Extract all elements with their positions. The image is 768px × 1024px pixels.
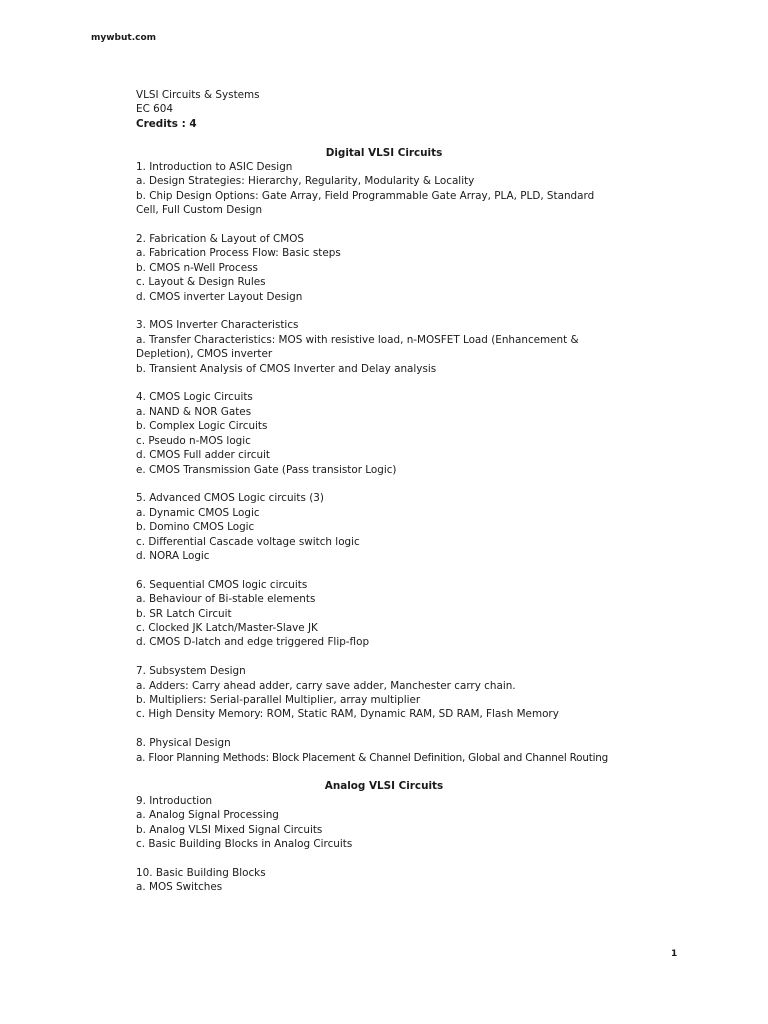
unit-item: c. Clocked JK Latch/Master-Slave JK	[136, 621, 318, 634]
unit-item: b. Chip Design Options: Gate Array, Field Programmable Gate Array, PLA, PLD, Standard Cell, Full Custom Design	[136, 189, 595, 217]
unit-item: a. Fabrication Process Flow: Basic steps	[136, 247, 341, 260]
unit-title: 5. Advanced CMOS Logic circuits (3)	[136, 492, 324, 505]
unit-item: a. Analog Signal Processing	[136, 809, 279, 822]
unit-title: 7. Subsystem Design	[136, 665, 246, 678]
section-heading-analog: Analog VLSI Circuits	[324, 780, 444, 793]
unit-item: e. CMOS Transmission Gate (Pass transistor Logic)	[136, 463, 397, 476]
unit-title: 9. Introduction	[136, 794, 213, 807]
unit-item: b. Transient Analysis of CMOS Inverter and Delay analysis	[136, 362, 437, 375]
unit-item: a. Design Strategies: Hierarchy, Regularity, Modularity & Locality	[136, 175, 475, 188]
unit-item: c. Basic Building Blocks in Analog Circuits	[136, 837, 353, 850]
unit-item: a. MOS Switches	[136, 881, 223, 894]
site-header: mywbut.com	[91, 33, 157, 43]
unit-item: c. High Density Memory: ROM, Static RAM, Dynamic RAM, SD RAM, Flash Memory	[136, 708, 559, 721]
unit-item: b. Complex Logic Circuits	[136, 420, 268, 433]
section-heading-digital: Digital VLSI Circuits	[325, 146, 443, 159]
unit-item: a. Floor Planning Methods: Block Placement & Channel Definition, Global and Channel Routing	[136, 751, 609, 764]
course-title: VLSI Circuits & Systems	[136, 89, 260, 101]
unit-title: 8. Physical Design	[136, 737, 231, 750]
unit-item: a. Transfer Characteristics: MOS with resistive load, n-MOSFET Load (Enhancement & Depletion), CMOS inverter	[136, 333, 579, 361]
unit-item: b. CMOS n-Well Process	[136, 261, 258, 274]
unit-title: 4. CMOS Logic Circuits	[136, 391, 253, 404]
unit-item: b. Analog VLSI Mixed Signal Circuits	[136, 823, 323, 836]
unit-title: 1. Introduction to ASIC Design	[136, 161, 293, 174]
unit-item: b. SR Latch Circuit	[136, 607, 232, 620]
unit-item: d. CMOS inverter Layout Design	[136, 290, 303, 303]
course-credits: Credits : 4	[136, 117, 197, 130]
unit-item: c. Differential Cascade voltage switch logic	[136, 535, 360, 548]
unit-item: c. Layout & Design Rules	[136, 276, 266, 289]
unit-item: c. Pseudo n-MOS logic	[136, 434, 251, 447]
unit-title: 10. Basic Building Blocks	[136, 866, 266, 879]
unit-item: b. Domino CMOS Logic	[136, 521, 255, 534]
unit-item: a. Dynamic CMOS Logic	[136, 506, 260, 519]
course-code: EC 604	[136, 103, 173, 116]
unit-item: a. Behaviour of Bi-stable elements	[136, 593, 316, 606]
syllabus-content	[136, 88, 636, 895]
unit-item: a. Adders: Carry ahead adder, carry save adder, Manchester carry chain.	[136, 679, 516, 692]
unit-item: b. Multipliers: Serial-parallel Multiplier, array multiplier	[136, 693, 421, 706]
unit-item: d. CMOS D-latch and edge triggered Flip-flop	[136, 636, 370, 649]
unit-item: d. CMOS Full adder circuit	[136, 449, 270, 462]
unit-item: a. NAND & NOR Gates	[136, 405, 252, 418]
page-number: 1	[671, 949, 678, 959]
unit-title: 3. MOS Inverter Characteristics	[136, 319, 299, 332]
unit-item: d. NORA Logic	[136, 549, 210, 562]
unit-title: 6. Sequential CMOS logic circuits	[136, 578, 308, 591]
unit-title: 2. Fabrication & Layout of CMOS	[136, 233, 304, 246]
